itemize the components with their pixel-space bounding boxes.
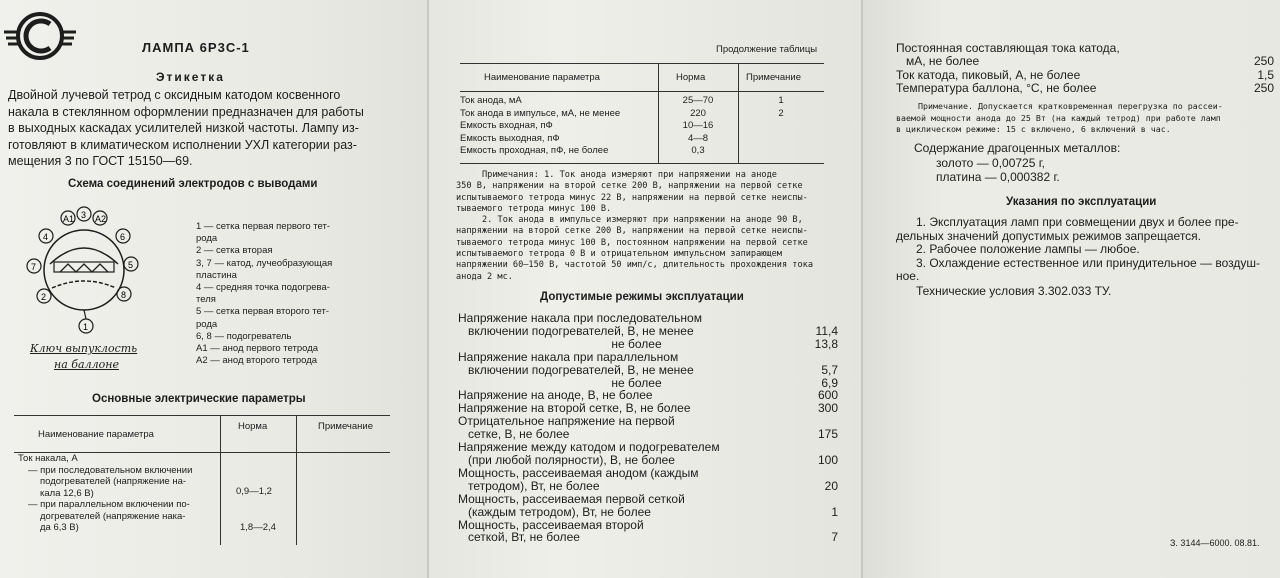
- table-header: Наименование параметра: [484, 72, 600, 83]
- mode-row: [458, 467, 838, 480]
- table-header: Наименование параметра: [38, 429, 154, 440]
- mode-name: не более: [458, 336, 662, 351]
- page-title: ЛАМПА 6Р3С-1: [142, 40, 250, 55]
- usage-line: 2. Рабочее положение лампы — любое.: [916, 242, 1140, 257]
- metal-gold: золото — 0,00725 г,: [936, 156, 1045, 170]
- table-cell: 10—16: [682, 120, 714, 131]
- table-cell: Емкость входная, пФ: [460, 120, 553, 131]
- table-header: Норма: [676, 72, 706, 83]
- param-value: 1,5: [1257, 67, 1274, 82]
- note-line: Примечание. Допускается кратковременная перегрузка по рассеи-: [918, 101, 1223, 111]
- table-cell: догревателей (напряжение нака-: [40, 510, 186, 522]
- pin-label: 3: [81, 210, 87, 220]
- legend-line: 1 — сетка первая первого тет-: [196, 221, 330, 232]
- description-line: в выходных каскадах усилителей низкой частоты. Лампу из-: [8, 121, 359, 135]
- mode-name: Напряжение на аноде, В, не более: [458, 388, 653, 403]
- mode-value: 5,7: [821, 362, 838, 377]
- table-cell: Ток анода в импульсе, мА, не менее: [460, 107, 621, 119]
- pin-label: 4: [43, 232, 49, 242]
- mode-value: 600: [817, 388, 838, 403]
- param-name: Ток катода, пиковый, А, не более: [896, 67, 1081, 82]
- table-cell: да 6,3 В): [40, 522, 79, 533]
- key-note-line: Ключ выпуклость: [30, 342, 138, 355]
- mode-name: Мощность, рассеиваемая первой сеткой: [458, 491, 685, 506]
- label-heading: Этикетка: [156, 70, 225, 84]
- legend-line: 5 — сетка первая второго тет-: [196, 306, 329, 318]
- mode-row: [458, 531, 838, 544]
- table-cell: Ток накала, А: [18, 453, 78, 464]
- key-note-line: на баллоне: [54, 358, 119, 371]
- mode-value: 13,8: [814, 336, 838, 351]
- page-fold: [861, 0, 863, 578]
- table-cell: кала 12,6 В): [40, 487, 94, 499]
- pin-label: 7: [31, 262, 37, 272]
- param-row: [896, 55, 1274, 68]
- metals-heading: Содержание драгоценных металлов:: [914, 141, 1121, 155]
- mode-name: (при любой полярности), В, не более: [458, 452, 675, 467]
- mode-row: [458, 506, 838, 519]
- param-row: [896, 42, 1274, 55]
- pin-label: А1: [63, 214, 75, 224]
- legend-line: А1 — анод первого тетрода: [196, 343, 319, 355]
- table-cell: 220: [690, 107, 706, 119]
- mode-name: Мощность, рассеиваемая анодом (каждым: [458, 465, 699, 480]
- schema-heading: Схема соединений электродов с выводами: [68, 178, 318, 190]
- note-line: ваемой мощности анода до 25 Вт (на каждый тетрод) при работе ламп: [896, 112, 1221, 123]
- mode-value: 1: [831, 504, 838, 519]
- modes-list: [458, 312, 838, 544]
- table-cell: — при параллельном включении по-: [28, 499, 190, 510]
- table-norm-col: [658, 95, 738, 158]
- note-line: напряжении 60—150 В, частотой 50 имп/с, длительность прохождения тока: [456, 260, 813, 271]
- pin-legend: [196, 221, 332, 367]
- note-line: напряжении на второй сетке 200 В, напряжении на первой сетке неиспы-: [456, 226, 808, 237]
- tech-spec: Технические условия 3.302.033 ТУ.: [916, 284, 1112, 298]
- mode-name: Напряжение между катодом и подогревателем: [458, 440, 720, 455]
- pin-label: А2: [95, 214, 107, 224]
- table-cell: Емкость проходная, пФ, не более: [460, 145, 609, 156]
- mode-row: [458, 480, 838, 493]
- cathode-params: [896, 42, 1274, 96]
- mode-value: 20: [824, 478, 838, 493]
- note-line: Примечания: 1. Ток анода измеряют при напряжении на аноде: [482, 170, 777, 180]
- legend-line: теля: [196, 294, 216, 306]
- table-cell: 2: [778, 107, 784, 119]
- mode-value: 11,4: [815, 323, 838, 338]
- pin-label: 5: [128, 260, 134, 270]
- mode-row: [458, 364, 838, 377]
- table-cell: Емкость выходная, пФ: [460, 132, 560, 144]
- usage-line: 3. Охлаждение естественное или принудительное — воздуш-: [916, 255, 1261, 270]
- mode-row: [458, 454, 838, 467]
- mode-value: 6,9: [821, 375, 838, 390]
- param-name: мА, не более: [896, 54, 980, 69]
- usage-line: ное.: [896, 269, 920, 284]
- mode-name: тетродом), Вт, не более: [458, 478, 600, 493]
- description-line: Двойной лучевой тетрод с оксидным катодом косвенного: [8, 88, 341, 102]
- param-value: 250: [1253, 54, 1274, 69]
- note-line: испытываемого тетрода минус 22 В, напряжении на первой сетке неиспы-: [456, 192, 808, 203]
- mode-name: Напряжение на второй сетке, В, не более: [458, 401, 691, 416]
- description-line: накала в стеклянном оформлении предназначен для работы: [8, 104, 364, 119]
- description-line: готовляют в климатическом исполнении УХЛ категории раз-: [8, 137, 357, 152]
- table-header: Примечание: [318, 421, 373, 432]
- mode-value: 7: [831, 530, 838, 545]
- mode-name: включении подогревателей, В, не менее: [458, 362, 694, 377]
- table-cell: 1: [778, 95, 784, 106]
- usage-heading: Указания по эксплуатации: [1006, 196, 1157, 208]
- key-note: [30, 342, 137, 371]
- note-line: испытываемого тетрода 0 В и отрицательном импульсном запирающем: [456, 249, 782, 260]
- legend-line: рода: [196, 233, 218, 245]
- param-value: 250: [1253, 81, 1274, 96]
- legend-line: рода: [196, 318, 218, 330]
- mode-name: включении подогревателей, В, не менее: [458, 323, 694, 338]
- pin-label: 8: [121, 290, 127, 300]
- description: [8, 87, 364, 170]
- modes-heading: Допустимые режимы эксплуатации: [540, 291, 744, 303]
- table-note-col: [738, 95, 824, 120]
- note-line: тываемого тетрода минус 100 В, постоянном напряжении на первой сетке: [456, 237, 808, 248]
- mode-row: [458, 351, 838, 364]
- mode-value: 175: [817, 427, 838, 442]
- mode-name: не более: [458, 375, 662, 390]
- param-name: Температура баллона, °С, не более: [896, 81, 1097, 96]
- mode-row: [458, 493, 838, 506]
- note-line: в циклическом режиме: 15 с включено, 6 включений в час.: [896, 124, 1171, 134]
- mode-name: (каждым тетродом), Вт, не более: [458, 504, 651, 519]
- usage-line: 1. Эксплуатация ламп при совмещении двух и более пре-: [916, 215, 1239, 229]
- param-row: [896, 69, 1274, 82]
- table-cell: 1,8—2,4: [240, 522, 276, 533]
- footer-code: З. 3144—6000. 08.81.: [1170, 538, 1260, 548]
- param-name: Постоянная составляющая тока катода,: [896, 41, 1120, 55]
- table-cell: 0,9—1,2: [236, 486, 272, 497]
- legend-line: 3, 7 — катод, лучеобразующая: [196, 257, 333, 269]
- table-header: Норма: [238, 421, 268, 432]
- mode-name: Напряжение накала при параллельном: [458, 349, 679, 364]
- table-cell: 4—8: [687, 132, 709, 144]
- mode-name: Напряжение накала при последовательном: [458, 311, 702, 325]
- pin-diagram: [20, 204, 150, 343]
- legend-line: 4 — средняя точка подогрева-: [196, 282, 330, 294]
- continuation-label: Продолжение таблицы: [716, 44, 818, 55]
- usage-list: [896, 216, 1260, 284]
- note-line: 2. Ток анода в импульсе измеряют при напряжении на аноде 90 В,: [482, 215, 803, 226]
- note-line: 350 В, напряжении на второй сетке 200 В, напряжении на первой сетке: [456, 181, 803, 192]
- notes-block: [456, 170, 813, 283]
- pin-label: 6: [120, 232, 126, 242]
- mode-row: [458, 325, 838, 338]
- mode-row: [458, 338, 838, 351]
- params-heading: Основные электрические параметры: [92, 393, 306, 405]
- legend-line: 2 — сетка вторая: [196, 245, 273, 257]
- table-cell: Ток анода, мА: [460, 95, 522, 106]
- table-cell: подогревателей (напряжение на-: [40, 476, 187, 487]
- pin-label: 1: [83, 322, 89, 332]
- description-line: мещения 3 по ГОСТ 15150—69.: [8, 154, 193, 168]
- mode-value: 100: [817, 452, 838, 467]
- table-name-col: [460, 95, 620, 158]
- page-fold: [427, 0, 429, 578]
- pin-label: 2: [41, 292, 47, 302]
- param-row: [896, 82, 1274, 95]
- note-line: тываемого тетрода минус 100 В.: [456, 203, 612, 214]
- legend-line: пластина: [196, 269, 237, 281]
- factory-logo: [4, 10, 76, 67]
- mode-name: Отрицательное напряжение на первой: [458, 414, 675, 429]
- note-line: анода 2 мс.: [456, 271, 513, 282]
- metal-platinum: платина — 0,000382 г.: [936, 170, 1060, 184]
- mode-name: сеткой, Вт, не более: [458, 530, 580, 545]
- legend-line: 6, 8 — подогреватель: [196, 330, 292, 342]
- mode-name: сетке, В, не более: [458, 427, 570, 442]
- overload-note: [896, 101, 1223, 136]
- table-cell: — при последовательном включении: [28, 464, 193, 476]
- mode-value: 300: [817, 401, 838, 416]
- usage-line: дельных значений допустимых режимов запрещается.: [896, 228, 1202, 243]
- legend-line: А2 — анод второго тетрода: [196, 355, 318, 367]
- table-row-names: [18, 453, 192, 534]
- mode-row: [458, 312, 838, 325]
- table-cell: 0,3: [691, 145, 705, 156]
- table-header: Примечание: [746, 72, 801, 83]
- mode-name: Мощность, рассеиваемая второй: [458, 517, 644, 532]
- table-cell: 25—70: [682, 95, 714, 106]
